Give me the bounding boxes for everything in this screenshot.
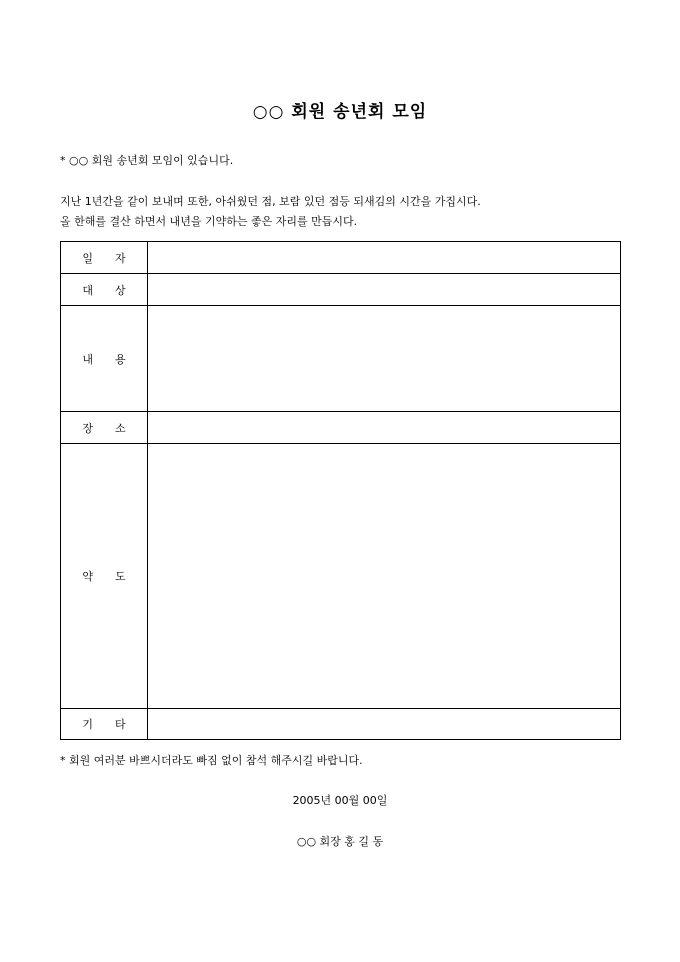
- row-label-place: 장 소: [61, 412, 148, 444]
- row-value-content[interactable]: [148, 306, 621, 412]
- row-label-date: 일 자: [61, 242, 148, 274]
- intro-note: * ○○ 회원 송년회 모임이 있습니다.: [60, 154, 234, 167]
- table-row-target: [61, 274, 621, 306]
- row-value-etc[interactable]: [148, 709, 621, 740]
- document-title: ○○ 회원 송년회 모임: [252, 102, 428, 122]
- intro-body-line-2: 올 한해를 결산 하면서 내년을 기약하는 좋은 자리를 만듭시다.: [60, 215, 358, 228]
- row-value-date[interactable]: [148, 242, 621, 274]
- event-info-table: [60, 241, 621, 740]
- table-row-date: [61, 242, 621, 274]
- document-date: 2005년 00월 00일: [292, 794, 388, 807]
- row-label-target: 대 상: [61, 274, 148, 306]
- table-row-map: [61, 444, 621, 709]
- intro-body-line-1: 지난 1년간을 같이 보내며 또한, 아쉬웠던 점, 보람 있던 점등 되새김의 시간을 가집시다.: [60, 195, 481, 208]
- row-label-etc: 기 타: [61, 709, 148, 740]
- table-row-place: [61, 412, 621, 444]
- signature-line: ○○ 회장 홍 길 동: [296, 835, 384, 848]
- row-label-map: 약 도: [61, 444, 148, 709]
- row-value-map[interactable]: [148, 444, 621, 709]
- table-row-etc: [61, 709, 621, 740]
- table-row-content: [61, 306, 621, 412]
- row-value-place[interactable]: [148, 412, 621, 444]
- row-value-target[interactable]: [148, 274, 621, 306]
- row-label-content: 내 용: [61, 306, 148, 412]
- footer-note: * 회원 여러분 바쁘시더라도 빠짐 없이 참석 해주시길 바랍니다.: [60, 754, 363, 767]
